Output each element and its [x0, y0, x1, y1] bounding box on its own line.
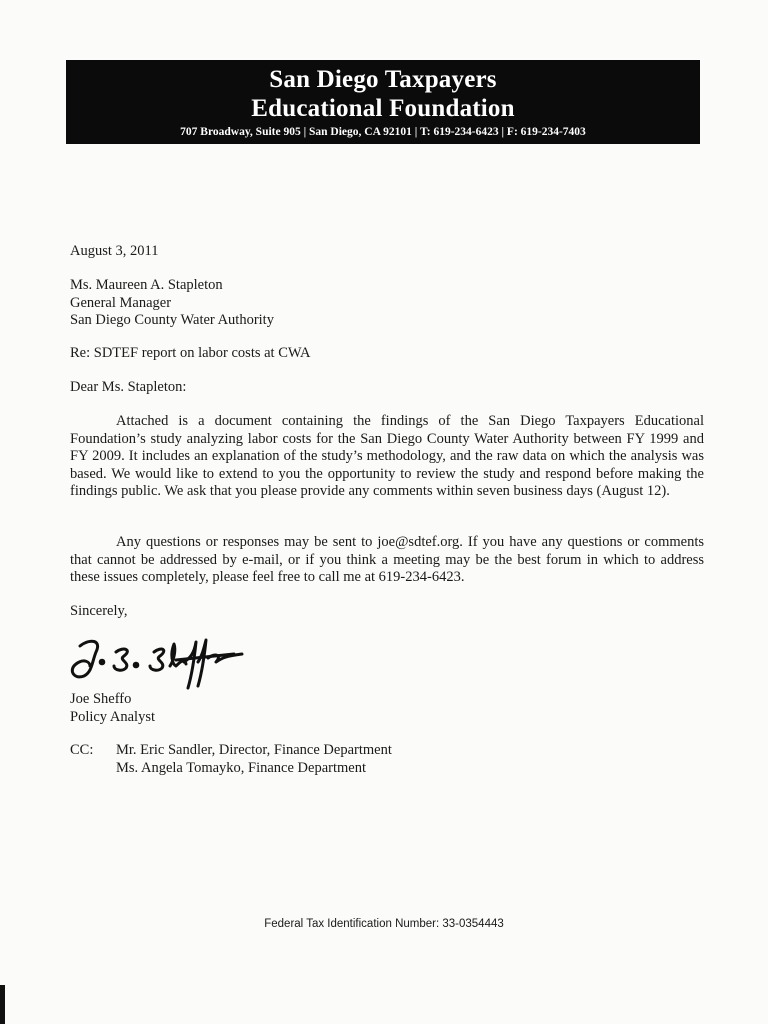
cc-list	[116, 742, 392, 777]
body-paragraph-1-text: Attached is a document containing the findings of the San Diego Taxpayers Educational Foundation’s study analyzing labor costs for the San Diego County Water Authority between FY 1999 and FY 2009. It includes an explanation of the study’s methodology, and the raw data on which the analysis was based. We would like to extend to you the opportunity to review the study and respond before making the findings public. We ask that you please provide any comments within seven business days (August 12).	[70, 413, 704, 499]
body-paragraph-2-text: Any questions or responses may be sent to joe@sdtef.org. If you have any questions or comments that cannot be addressed by e-mail, or if you think a meeting may be the best forum in which to address these issues completely, please feel free to call me at 619-234-6423.	[70, 534, 704, 585]
body-paragraph-1	[70, 413, 704, 501]
org-name-line1: San Diego Taxpayers	[269, 66, 497, 93]
recipient-name: Ms. Maureen A. Stapleton	[70, 277, 223, 293]
scan-edge-mark	[0, 985, 5, 1024]
tax-id-footer: Federal Tax Identification Number: 33-0354443	[264, 918, 504, 930]
cc-recipient: Mr. Eric Sandler, Director, Finance Department	[116, 742, 392, 758]
salutation: Dear Ms. Stapleton:	[70, 379, 187, 395]
recipient-org: San Diego County Water Authority	[70, 312, 274, 328]
org-address: 707 Broadway, Suite 905 | San Diego, CA 92101 | T: 619-234-6423 | F: 619-234-7403	[180, 126, 586, 138]
sender-name: Joe Sheffo	[70, 691, 132, 707]
closing: Sincerely,	[70, 603, 128, 619]
org-name-line2: Educational Foundation	[251, 95, 515, 122]
sender-title: Policy Analyst	[70, 708, 155, 725]
body-paragraph-2	[70, 534, 704, 587]
recipient-title: General Manager	[70, 294, 172, 311]
letterhead-banner	[66, 60, 700, 144]
subject-line: Re: SDTEF report on labor costs at CWA	[70, 345, 311, 361]
cc-label: CC:	[70, 742, 94, 758]
letter-date: August 3, 2011	[70, 243, 159, 259]
signature-image	[66, 632, 256, 692]
cc-recipient: Ms. Angela Tomayko, Finance Department	[116, 759, 366, 776]
